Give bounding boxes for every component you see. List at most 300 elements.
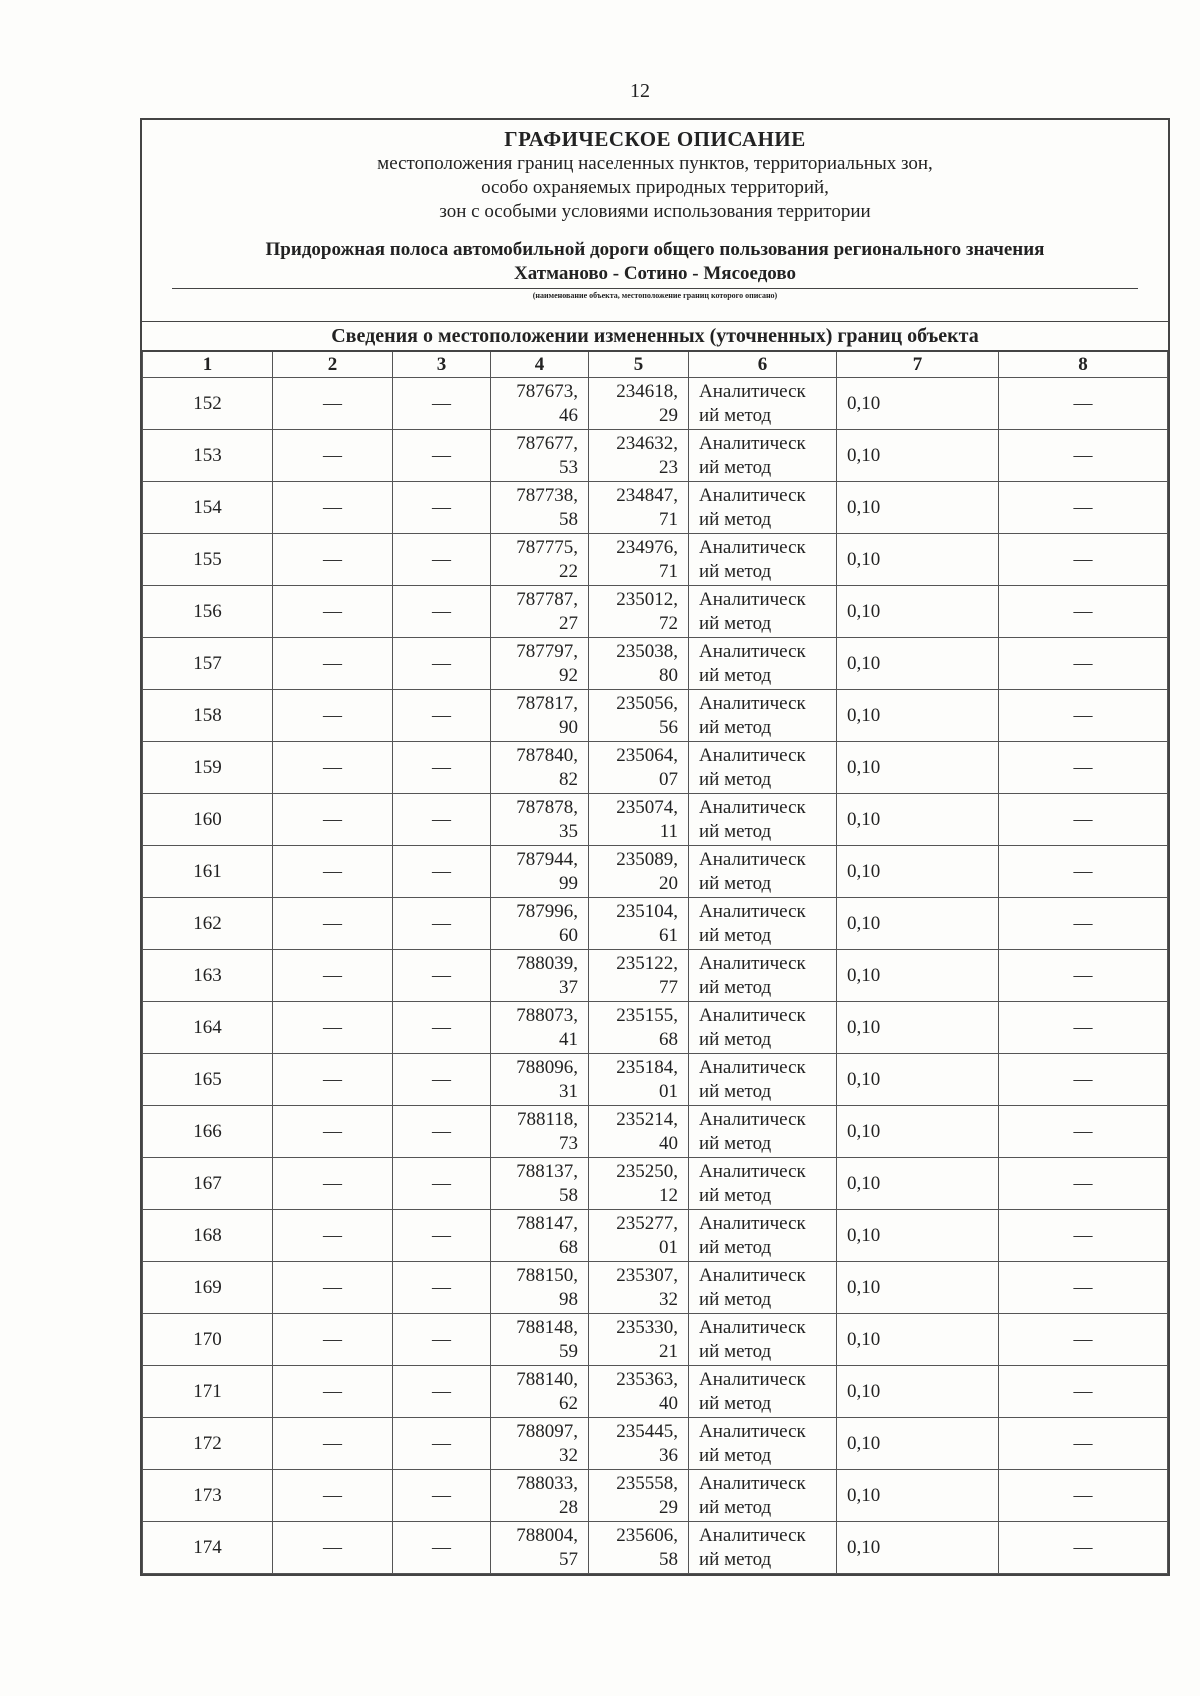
x-coordinate-frac: 90 <box>559 716 578 738</box>
table-row <box>143 794 1168 846</box>
dash-cell: — <box>393 1470 491 1522</box>
y-coordinate-frac: 68 <box>659 1028 678 1050</box>
dash-cell: — <box>999 638 1168 690</box>
dash-cell: — <box>393 1418 491 1470</box>
accuracy-cell: 0,10 <box>837 950 999 1002</box>
method-line1: Аналитическ <box>699 796 806 818</box>
dash-cell: — <box>999 1522 1168 1574</box>
y-coordinate-int: 235064, <box>616 744 678 766</box>
method-line1: Аналитическ <box>699 1420 806 1442</box>
point-number-cell: 155 <box>143 534 273 586</box>
method-line1: Аналитическ <box>699 692 806 714</box>
y-coordinate-int: 235250, <box>616 1160 678 1182</box>
x-coordinate-int: 787673, <box>516 380 578 402</box>
x-coordinate-cell <box>491 1210 589 1262</box>
dash-cell: — <box>393 534 491 586</box>
table-row <box>143 1470 1168 1522</box>
dash-cell: — <box>999 1002 1168 1054</box>
y-coordinate-frac: 07 <box>659 768 678 790</box>
column-header: 2 <box>273 351 393 378</box>
point-number-cell: 154 <box>143 482 273 534</box>
x-coordinate-int: 788148, <box>516 1316 578 1338</box>
method-line1: Аналитическ <box>699 848 806 870</box>
accuracy-cell: 0,10 <box>837 1158 999 1210</box>
point-number-cell: 167 <box>143 1158 273 1210</box>
y-coordinate-cell <box>589 690 689 742</box>
y-coordinate-cell <box>589 378 689 430</box>
subtitle-line: зон с особыми условиями использования территории <box>439 201 871 222</box>
y-coordinate-int: 235307, <box>616 1264 678 1286</box>
table-body <box>143 378 1168 1574</box>
y-coordinate-cell <box>589 1106 689 1158</box>
y-coordinate-frac: 32 <box>659 1288 678 1310</box>
document-title: ГРАФИЧЕСКОЕ ОПИСАНИЕ <box>504 127 806 151</box>
document-frame <box>140 118 1170 1576</box>
accuracy-cell: 0,10 <box>837 1314 999 1366</box>
y-coordinate-int: 234618, <box>616 380 678 402</box>
y-coordinate-int: 235445, <box>616 1420 678 1442</box>
object-name-line1: Придорожная полоса автомобильной дороги общего пользования регионального значения <box>265 239 1045 260</box>
y-coordinate-frac: 01 <box>659 1080 678 1102</box>
method-line2: ий метод <box>699 1548 772 1570</box>
y-coordinate-cell <box>589 846 689 898</box>
method-cell <box>689 950 837 1002</box>
x-coordinate-int: 787944, <box>516 848 578 870</box>
x-coordinate-int: 788039, <box>516 952 578 974</box>
dash-cell: — <box>273 1158 393 1210</box>
dash-cell: — <box>273 1106 393 1158</box>
dash-cell: — <box>999 742 1168 794</box>
x-coordinate-cell <box>491 1054 589 1106</box>
method-cell <box>689 690 837 742</box>
y-coordinate-cell <box>589 1210 689 1262</box>
column-header: 8 <box>999 351 1168 378</box>
table-header-row <box>143 351 1168 378</box>
table-row <box>143 742 1168 794</box>
y-coordinate-frac: 71 <box>659 560 678 582</box>
dash-cell: — <box>393 1314 491 1366</box>
method-line2: ий метод <box>699 820 772 842</box>
y-coordinate-cell <box>589 950 689 1002</box>
method-line1: Аналитическ <box>699 484 806 506</box>
y-coordinate-frac: 58 <box>659 1548 678 1570</box>
dash-cell: — <box>393 1210 491 1262</box>
x-coordinate-cell <box>491 586 589 638</box>
accuracy-cell: 0,10 <box>837 1418 999 1470</box>
x-coordinate-int: 787878, <box>516 796 578 818</box>
method-cell <box>689 742 837 794</box>
dash-cell: — <box>273 690 393 742</box>
x-coordinate-frac: 59 <box>559 1340 578 1362</box>
method-line1: Аналитическ <box>699 900 806 922</box>
dash-cell: — <box>393 638 491 690</box>
accuracy-cell: 0,10 <box>837 638 999 690</box>
object-name <box>152 238 1158 286</box>
method-cell <box>689 846 837 898</box>
method-cell <box>689 378 837 430</box>
x-coordinate-int: 788150, <box>516 1264 578 1286</box>
x-coordinate-frac: 46 <box>559 404 578 426</box>
method-cell <box>689 430 837 482</box>
y-coordinate-frac: 36 <box>659 1444 678 1466</box>
dash-cell: — <box>273 534 393 586</box>
method-line2: ий метод <box>699 508 772 530</box>
method-line2: ий метод <box>699 664 772 686</box>
point-number-cell: 166 <box>143 1106 273 1158</box>
accuracy-cell: 0,10 <box>837 1106 999 1158</box>
method-cell <box>689 1418 837 1470</box>
point-number-cell: 172 <box>143 1418 273 1470</box>
accuracy-cell: 0,10 <box>837 1210 999 1262</box>
x-coordinate-int: 787677, <box>516 432 578 454</box>
column-header: 6 <box>689 351 837 378</box>
method-line1: Аналитическ <box>699 744 806 766</box>
point-number-cell: 164 <box>143 1002 273 1054</box>
y-coordinate-int: 234847, <box>616 484 678 506</box>
x-coordinate-cell <box>491 898 589 950</box>
point-number-cell: 170 <box>143 1314 273 1366</box>
x-coordinate-cell <box>491 430 589 482</box>
y-coordinate-cell <box>589 1262 689 1314</box>
accuracy-cell: 0,10 <box>837 1262 999 1314</box>
dash-cell: — <box>999 898 1168 950</box>
page-number: 12 <box>630 80 650 102</box>
y-coordinate-cell <box>589 1418 689 1470</box>
method-line1: Аналитическ <box>699 1212 806 1234</box>
x-coordinate-cell <box>491 1002 589 1054</box>
x-coordinate-frac: 37 <box>559 976 578 998</box>
method-line1: Аналитическ <box>699 1160 806 1182</box>
x-coordinate-int: 787840, <box>516 744 578 766</box>
dash-cell: — <box>393 690 491 742</box>
x-coordinate-cell <box>491 690 589 742</box>
accuracy-cell: 0,10 <box>837 1054 999 1106</box>
table-row <box>143 1418 1168 1470</box>
y-coordinate-cell <box>589 794 689 846</box>
table-row <box>143 1366 1168 1418</box>
y-coordinate-frac: 23 <box>659 456 678 478</box>
accuracy-cell: 0,10 <box>837 898 999 950</box>
dash-cell: — <box>393 898 491 950</box>
table-row <box>143 378 1168 430</box>
dash-cell: — <box>999 586 1168 638</box>
table-row <box>143 1002 1168 1054</box>
point-number-cell: 162 <box>143 898 273 950</box>
y-coordinate-frac: 12 <box>659 1184 678 1206</box>
dash-cell: — <box>393 1522 491 1574</box>
y-coordinate-int: 235606, <box>616 1524 678 1546</box>
method-line2: ий метод <box>699 1184 772 1206</box>
x-coordinate-cell <box>491 1418 589 1470</box>
x-coordinate-cell <box>491 1314 589 1366</box>
x-coordinate-int: 788004, <box>516 1524 578 1546</box>
accuracy-cell: 0,10 <box>837 742 999 794</box>
dash-cell: — <box>273 742 393 794</box>
x-coordinate-frac: 32 <box>559 1444 578 1466</box>
x-coordinate-cell <box>491 638 589 690</box>
x-coordinate-frac: 35 <box>559 820 578 842</box>
y-coordinate-int: 235558, <box>616 1472 678 1494</box>
method-cell <box>689 1158 837 1210</box>
object-caption: (наименование объекта, местоположение границ которого описано) <box>532 291 778 300</box>
dash-cell: — <box>999 1054 1168 1106</box>
section-title: Сведения о местоположении измененных (уточненных) границ объекта <box>142 321 1168 350</box>
table-row <box>143 1158 1168 1210</box>
dash-cell: — <box>273 846 393 898</box>
method-cell <box>689 1366 837 1418</box>
table-row <box>143 1314 1168 1366</box>
point-number-cell: 157 <box>143 638 273 690</box>
method-cell <box>689 1106 837 1158</box>
table-row <box>143 482 1168 534</box>
y-coordinate-frac: 40 <box>659 1392 678 1414</box>
point-number-cell: 173 <box>143 1470 273 1522</box>
x-coordinate-cell <box>491 534 589 586</box>
y-coordinate-cell <box>589 482 689 534</box>
point-number-cell: 171 <box>143 1366 273 1418</box>
method-cell <box>689 1054 837 1106</box>
dash-cell: — <box>273 586 393 638</box>
x-coordinate-frac: 62 <box>559 1392 578 1414</box>
y-coordinate-int: 235214, <box>616 1108 678 1130</box>
dash-cell: — <box>999 1366 1168 1418</box>
dash-cell: — <box>273 638 393 690</box>
x-coordinate-cell <box>491 1366 589 1418</box>
y-coordinate-frac: 77 <box>659 976 678 998</box>
method-line2: ий метод <box>699 1496 772 1518</box>
dash-cell: — <box>999 1158 1168 1210</box>
y-coordinate-frac: 72 <box>659 612 678 634</box>
y-coordinate-int: 235104, <box>616 900 678 922</box>
x-coordinate-cell <box>491 742 589 794</box>
method-line2: ий метод <box>699 1132 772 1154</box>
dash-cell: — <box>999 430 1168 482</box>
y-coordinate-int: 235363, <box>616 1368 678 1390</box>
x-coordinate-cell <box>491 950 589 1002</box>
point-number-cell: 161 <box>143 846 273 898</box>
method-cell <box>689 1210 837 1262</box>
x-coordinate-cell <box>491 846 589 898</box>
method-line2: ий метод <box>699 612 772 634</box>
y-coordinate-cell <box>589 586 689 638</box>
x-coordinate-frac: 73 <box>559 1132 578 1154</box>
table-row <box>143 586 1168 638</box>
x-coordinate-int: 788096, <box>516 1056 578 1078</box>
dash-cell: — <box>999 1262 1168 1314</box>
method-line2: ий метод <box>699 1028 772 1050</box>
dash-cell: — <box>273 482 393 534</box>
dash-cell: — <box>999 378 1168 430</box>
x-coordinate-frac: 58 <box>559 1184 578 1206</box>
dash-cell: — <box>393 378 491 430</box>
method-line2: ий метод <box>699 924 772 946</box>
point-number-cell: 160 <box>143 794 273 846</box>
dash-cell: — <box>393 586 491 638</box>
point-number-cell: 158 <box>143 690 273 742</box>
dash-cell: — <box>273 1002 393 1054</box>
y-coordinate-int: 235155, <box>616 1004 678 1026</box>
subtitle-line: местоположения границ населенных пунктов, территориальных зон, <box>377 153 933 174</box>
y-coordinate-frac: 80 <box>659 664 678 686</box>
dash-cell: — <box>273 1262 393 1314</box>
method-line2: ий метод <box>699 560 772 582</box>
method-cell <box>689 1002 837 1054</box>
table-row <box>143 690 1168 742</box>
column-header: 3 <box>393 351 491 378</box>
y-coordinate-int: 235038, <box>616 640 678 662</box>
x-coordinate-int: 787996, <box>516 900 578 922</box>
y-coordinate-cell <box>589 898 689 950</box>
x-coordinate-frac: 98 <box>559 1288 578 1310</box>
x-coordinate-int: 788147, <box>516 1212 578 1234</box>
accuracy-cell: 0,10 <box>837 430 999 482</box>
x-coordinate-int: 788140, <box>516 1368 578 1390</box>
method-line1: Аналитическ <box>699 1316 806 1338</box>
x-coordinate-frac: 27 <box>559 612 578 634</box>
method-cell <box>689 898 837 950</box>
method-line1: Аналитическ <box>699 588 806 610</box>
x-coordinate-int: 788033, <box>516 1472 578 1494</box>
y-coordinate-cell <box>589 1314 689 1366</box>
method-line2: ий метод <box>699 456 772 478</box>
method-line1: Аналитическ <box>699 640 806 662</box>
point-number-cell: 169 <box>143 1262 273 1314</box>
y-coordinate-int: 235184, <box>616 1056 678 1078</box>
dash-cell: — <box>999 1418 1168 1470</box>
x-coordinate-frac: 82 <box>559 768 578 790</box>
method-line2: ий метод <box>699 1444 772 1466</box>
dash-cell: — <box>999 534 1168 586</box>
y-coordinate-cell <box>589 1158 689 1210</box>
method-line1: Аналитическ <box>699 380 806 402</box>
dash-cell: — <box>393 950 491 1002</box>
y-coordinate-frac: 21 <box>659 1340 678 1362</box>
dash-cell: — <box>273 794 393 846</box>
method-line1: Аналитическ <box>699 1004 806 1026</box>
method-cell <box>689 1314 837 1366</box>
x-coordinate-frac: 68 <box>559 1236 578 1258</box>
accuracy-cell: 0,10 <box>837 690 999 742</box>
point-number-cell: 163 <box>143 950 273 1002</box>
dash-cell: — <box>999 1314 1168 1366</box>
accuracy-cell: 0,10 <box>837 1366 999 1418</box>
x-coordinate-cell <box>491 794 589 846</box>
point-number-cell: 159 <box>143 742 273 794</box>
dash-cell: — <box>393 794 491 846</box>
column-header: 4 <box>491 351 589 378</box>
dash-cell: — <box>393 430 491 482</box>
x-coordinate-cell <box>491 1522 589 1574</box>
y-coordinate-int: 235330, <box>616 1316 678 1338</box>
table-row <box>143 1210 1168 1262</box>
x-coordinate-frac: 58 <box>559 508 578 530</box>
x-coordinate-int: 788118, <box>516 1108 578 1130</box>
x-coordinate-int: 788073, <box>516 1004 578 1026</box>
method-cell <box>689 534 837 586</box>
method-line1: Аналитическ <box>699 1368 806 1390</box>
table-row <box>143 1522 1168 1574</box>
dash-cell: — <box>273 898 393 950</box>
table-row <box>143 638 1168 690</box>
table-row <box>143 430 1168 482</box>
x-coordinate-cell <box>491 1262 589 1314</box>
document-header <box>142 120 1168 321</box>
accuracy-cell: 0,10 <box>837 846 999 898</box>
x-coordinate-cell <box>491 1158 589 1210</box>
y-coordinate-frac: 11 <box>659 820 678 842</box>
y-coordinate-cell <box>589 534 689 586</box>
method-cell <box>689 586 837 638</box>
dash-cell: — <box>393 482 491 534</box>
y-coordinate-frac: 56 <box>659 716 678 738</box>
method-line1: Аналитическ <box>699 1108 806 1130</box>
x-coordinate-cell <box>491 1106 589 1158</box>
x-coordinate-int: 787797, <box>516 640 578 662</box>
object-name-line2: Хатманово - Сотино - Мясоедово <box>514 263 796 284</box>
y-coordinate-frac: 71 <box>659 508 678 530</box>
table-row <box>143 1262 1168 1314</box>
dash-cell: — <box>999 1210 1168 1262</box>
y-coordinate-cell <box>589 1470 689 1522</box>
dash-cell: — <box>273 1054 393 1106</box>
accuracy-cell: 0,10 <box>837 794 999 846</box>
method-line1: Аналитическ <box>699 1524 806 1546</box>
y-coordinate-int: 235074, <box>616 796 678 818</box>
dash-cell: — <box>999 846 1168 898</box>
y-coordinate-frac: 01 <box>659 1236 678 1258</box>
y-coordinate-cell <box>589 742 689 794</box>
y-coordinate-int: 235277, <box>616 1212 678 1234</box>
method-cell <box>689 482 837 534</box>
dash-cell: — <box>273 1522 393 1574</box>
x-coordinate-frac: 41 <box>559 1028 578 1050</box>
y-coordinate-int: 235056, <box>616 692 678 714</box>
method-cell <box>689 1470 837 1522</box>
y-coordinate-cell <box>589 1522 689 1574</box>
y-coordinate-cell <box>589 638 689 690</box>
y-coordinate-int: 234976, <box>616 536 678 558</box>
x-coordinate-frac: 92 <box>559 664 578 686</box>
method-line2: ий метод <box>699 1392 772 1414</box>
dash-cell: — <box>273 1366 393 1418</box>
dash-cell: — <box>273 378 393 430</box>
table-row <box>143 950 1168 1002</box>
table-row <box>143 898 1168 950</box>
accuracy-cell: 0,10 <box>837 586 999 638</box>
dash-cell: — <box>393 846 491 898</box>
method-line2: ий метод <box>699 768 772 790</box>
method-line2: ий метод <box>699 404 772 426</box>
y-coordinate-frac: 20 <box>659 872 678 894</box>
x-coordinate-frac: 57 <box>559 1548 578 1570</box>
table-row <box>143 846 1168 898</box>
y-coordinate-frac: 29 <box>659 404 678 426</box>
method-cell <box>689 638 837 690</box>
point-number-cell: 168 <box>143 1210 273 1262</box>
y-coordinate-frac: 40 <box>659 1132 678 1154</box>
table-row <box>143 1106 1168 1158</box>
accuracy-cell: 0,10 <box>837 1522 999 1574</box>
dash-cell: — <box>393 1158 491 1210</box>
method-line2: ий метод <box>699 1340 772 1362</box>
method-line1: Аналитическ <box>699 1264 806 1286</box>
y-coordinate-int: 235012, <box>616 588 678 610</box>
dash-cell: — <box>393 1106 491 1158</box>
x-coordinate-cell <box>491 378 589 430</box>
method-line1: Аналитическ <box>699 1056 806 1078</box>
x-coordinate-frac: 53 <box>559 456 578 478</box>
accuracy-cell: 0,10 <box>837 1002 999 1054</box>
